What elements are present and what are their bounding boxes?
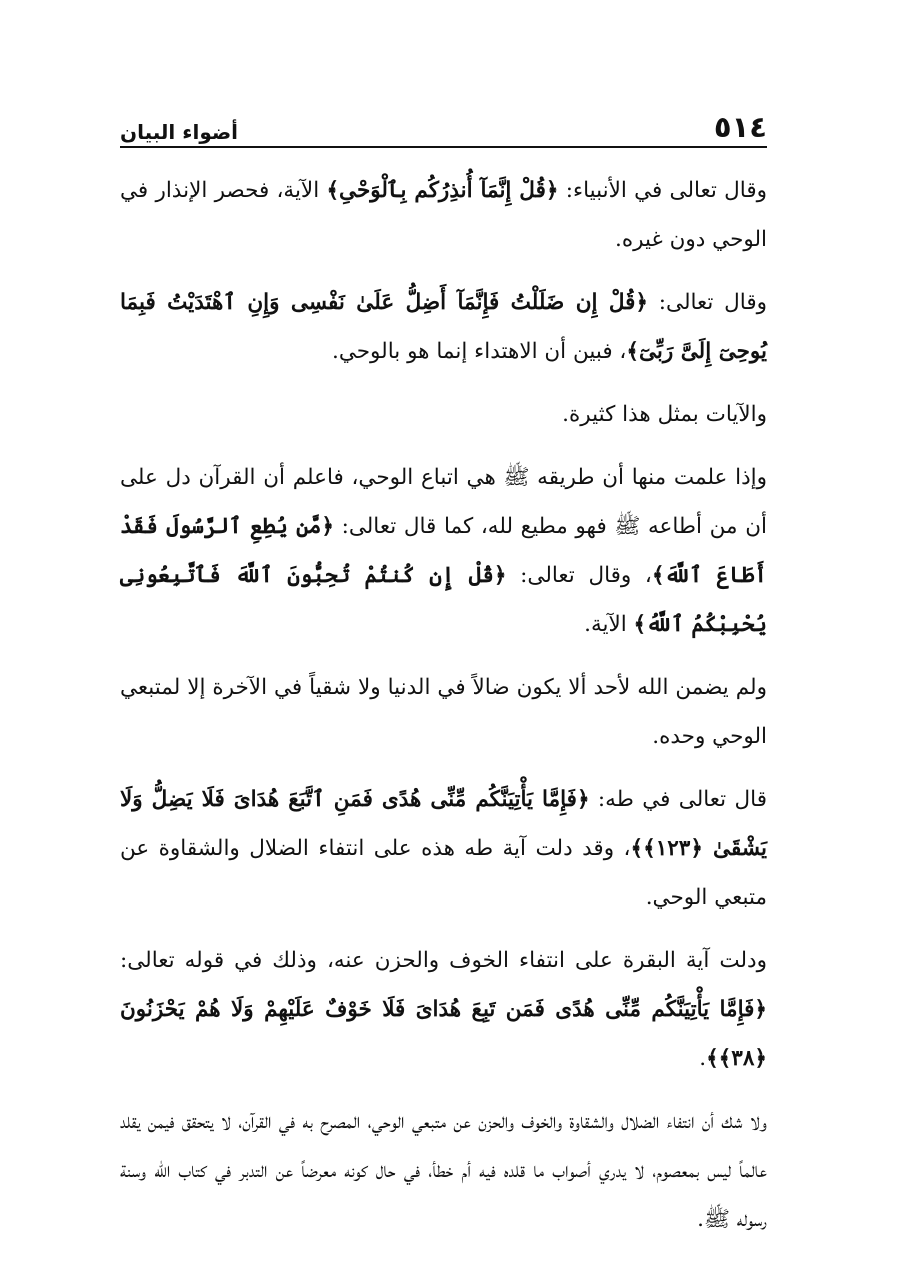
paragraph-text: قال تعالى في طه: — [589, 787, 767, 812]
page-number: ٥١٤ — [713, 110, 767, 144]
paragraph-text: ودلت آية البقرة على انتفاء الخوف والحزن عنه، وذلك في قوله تعالى: — [120, 948, 767, 973]
quran-verse: ﴿قُلْ إِن كُنتُمْ تُحِبُّونَ ٱللَّهَ فَٱتَّبِعُونِى يُحْبِبْكُمُ ٱللَّهُ﴾ — [120, 563, 767, 637]
paragraph-text: ، وقال تعالى: — [506, 563, 652, 588]
paragraph — [120, 1097, 767, 1244]
paragraph — [120, 390, 767, 439]
book-title: أضواء البيان — [120, 120, 239, 144]
paragraph-text: والآيات بمثل هذا كثيرة. — [562, 402, 767, 427]
paragraph-text: وإذا علمت منها أن طريقه ﷺ هي اتباع الوحي، فاعلم أن القرآن دل على أن من أطاعه ﷺ فهو مطيع لله، كما قال تعالى: — [120, 465, 767, 539]
quran-verse: ﴿مَّن يُطِعِ ٱلرَّسُولَ فَقَدْ أَطَاعَ ٱللَّهَ﴾ — [120, 514, 767, 588]
quran-verse: ﴿قُلْ إِن ضَلَلْتُ فَإِنَّمَآ أَضِلُّ عَلَىٰ نَفْسِى وَإِنِ ٱهْتَدَيْتُ فَبِمَا يُوحِىٓ إِلَىَّ رَبِّىٓ﴾ — [120, 290, 767, 364]
page-body — [120, 166, 767, 1258]
paragraph — [120, 278, 767, 376]
paragraph — [120, 775, 767, 922]
page-header — [120, 104, 767, 148]
paragraph — [120, 166, 767, 264]
paragraph-text: وقال تعالى: — [648, 290, 767, 315]
paragraph-text: ولا شك أن انتفاء الضلال والشقاوة والخوف والحزن عن متبعي الوحي، المصرح به في القرآن، لا يتحقق فيمن يقلد عالماً ليس بمعصوم، لا يدري أصواب ما قلده فيه أم خطأ، في حال كونه معرضاً عن التدبر في كتاب الله وسنة رسوله ﷺ. — [120, 1109, 767, 1232]
paragraph-text: ، فبين أن الاهتداء إنما هو بالوحي. — [332, 339, 627, 364]
quran-verse: ﴿فَإِمَّا يَأْتِيَنَّكُم مِّنِّى هُدًى فَمَن تَبِعَ هُدَاىَ فَلَا خَوْفٌ عَلَيْهِمْ وَلَا هُمْ يَحْزَنُونَ ﴿٣٨﴾﴾ — [120, 997, 767, 1071]
quran-verse: ﴿قُلْ إِنَّمَآ أُنذِرُكُم بِٱلْوَحْىِ﴾ — [326, 178, 559, 203]
paragraph-text: الآية. — [584, 612, 634, 637]
paragraph — [120, 936, 767, 1083]
paragraph — [120, 663, 767, 761]
quran-verse: ﴿فَإِمَّا يَأْتِيَنَّكُم مِّنِّى هُدًى فَمَنِ ٱتَّبَعَ هُدَاىَ فَلَا يَضِلُّ وَلَا يَشْقَىٰ ﴿١٢٣﴾﴾ — [120, 787, 768, 861]
paragraph-text: وقال تعالى في الأنبياء: — [558, 178, 767, 203]
paragraph-text: ، وقد دلت آية طه هذه على انتفاء الضلال والشقاوة عن متبعي الوحي. — [120, 836, 767, 910]
paragraph — [120, 453, 767, 649]
paragraph-text: الآية، فحصر الإنذار في الوحي دون غيره. — [120, 178, 767, 252]
paragraph-text: ولم يضمن الله لأحد ألا يكون ضالاً في الدنيا ولا شقياً في الآخرة إلا لمتبعي الوحي وحده. — [120, 675, 767, 749]
paragraph-text: . — [699, 1046, 707, 1071]
